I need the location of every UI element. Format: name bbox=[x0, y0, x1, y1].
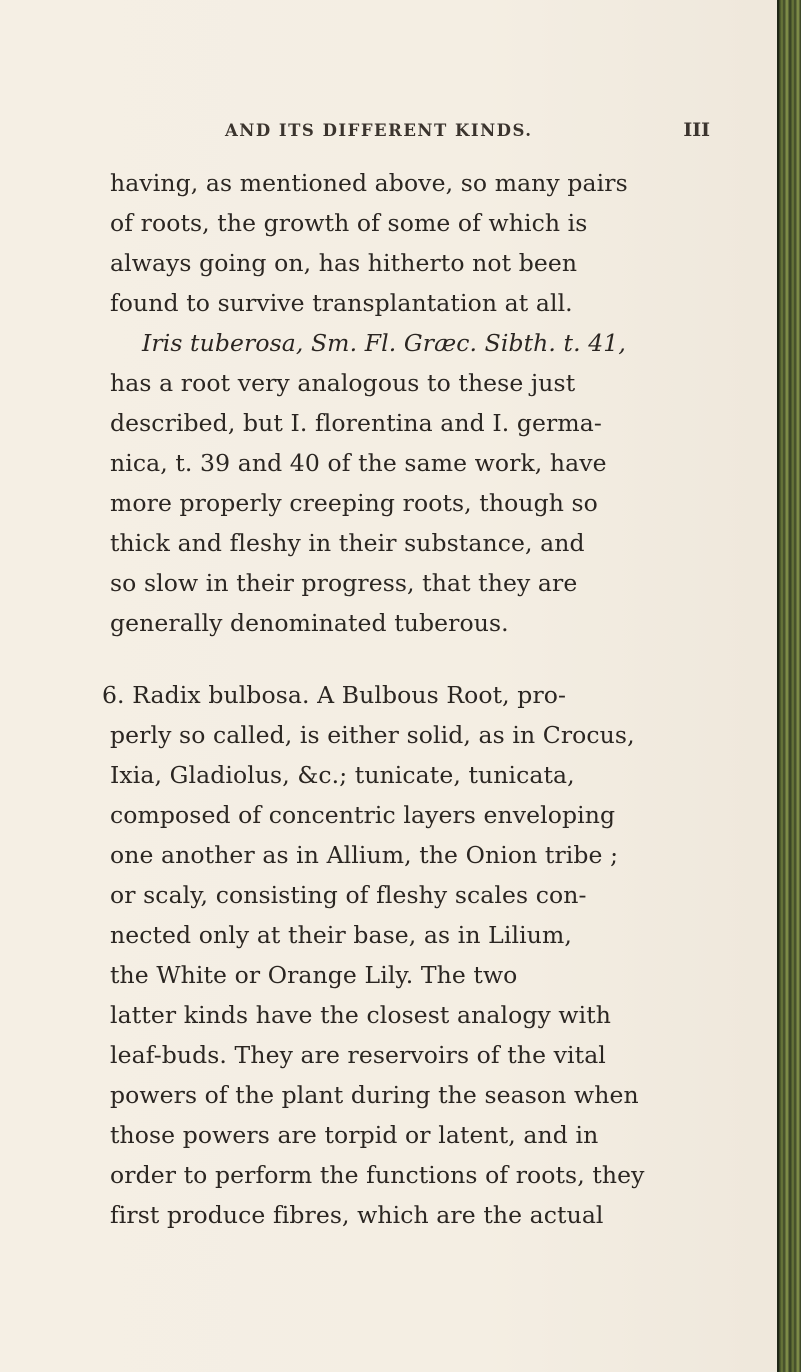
text-line: Iris tuberosa, Sm. Fl. Græc. Sibth. t. 41, bbox=[142, 329, 626, 357]
text-line: more properly creeping roots, though so bbox=[110, 489, 598, 517]
text-line: of roots, the growth of some of which is bbox=[110, 209, 588, 237]
text-line: perly so called, is either solid, as in Crocus, bbox=[110, 721, 635, 749]
text-line: having, as mentioned above, so many pairs bbox=[110, 169, 628, 197]
text-line: the White or Orange Lily. The two bbox=[110, 961, 518, 989]
text-line: or scaly, consisting of fleshy scales con- bbox=[110, 881, 587, 909]
text-line: latter kinds have the closest analogy with bbox=[110, 1001, 612, 1029]
text-line: leaf-buds. They are reservoirs of the vital bbox=[110, 1041, 606, 1069]
text-line: nected only at their base, as in Lilium, bbox=[110, 921, 572, 949]
running-head-title: AND ITS DIFFERENT KINDS. bbox=[225, 121, 533, 140]
text-line: composed of concentric layers enveloping bbox=[110, 801, 616, 829]
text-line: nica, t. 39 and 40 of the same work, have bbox=[110, 449, 607, 477]
text-line: so slow in their progress, that they are bbox=[110, 569, 578, 597]
text-line: thick and fleshy in their substance, and bbox=[110, 529, 585, 557]
text-line: found to survive transplantation at all. bbox=[110, 289, 573, 317]
text-line: powers of the plant during the season when bbox=[110, 1081, 639, 1109]
book-binding-edge bbox=[777, 0, 801, 1372]
text-line: Ixia, Gladiolus, &c.; tunicate, tunicata, bbox=[110, 761, 575, 789]
text-line: first produce fibres, which are the actual bbox=[110, 1201, 604, 1229]
text-line: described, but I. florentina and I. germa- bbox=[110, 409, 602, 437]
running-head bbox=[150, 117, 710, 151]
text-line: generally denominated tuberous. bbox=[110, 609, 509, 637]
section-heading-line: 6. Radix bulbosa. A Bulbous Root, pro- bbox=[102, 681, 567, 709]
text-line: order to perform the functions of roots, they bbox=[110, 1161, 645, 1189]
text-line: one another as in Allium, the Onion tribe ; bbox=[110, 841, 619, 869]
text-line: those powers are torpid or latent, and in bbox=[110, 1121, 599, 1149]
text-line: always going on, has hitherto not been bbox=[110, 249, 578, 277]
page-number: III bbox=[683, 119, 710, 141]
text-line: has a root very analogous to these just bbox=[110, 369, 576, 397]
